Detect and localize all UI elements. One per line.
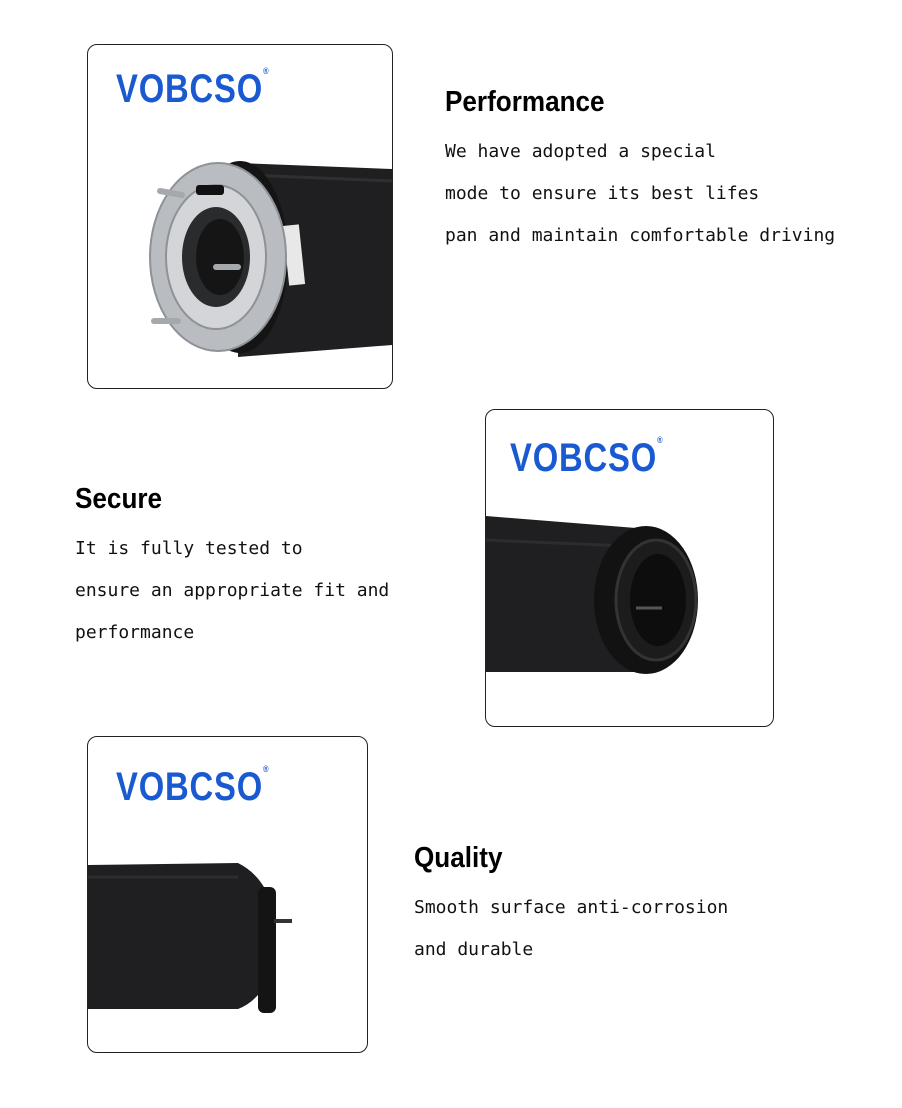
product-image-card-performance (87, 44, 393, 389)
section-description-performance (445, 131, 835, 257)
description-line: ensure an appropriate fit and (75, 580, 390, 601)
brand-logo: VOBCSO® (510, 435, 663, 480)
description-line: performance (75, 622, 195, 643)
description-line: mode to ensure its best lifes (445, 183, 760, 204)
section-title-performance: Performance (445, 86, 605, 118)
brand-logo: VOBCSO® (116, 764, 269, 809)
brand-logo: VOBCSO® (116, 66, 269, 111)
air-spring-side-view-icon (88, 737, 367, 1052)
air-spring-top-mount-icon (88, 45, 392, 388)
description-line: pan and maintain comfortable driving (445, 225, 836, 246)
product-image-card-secure (485, 409, 774, 727)
section-description-quality (414, 887, 728, 971)
description-line: Smooth surface anti-corrosion (414, 897, 729, 918)
section-title-secure: Secure (75, 483, 163, 515)
description-line: We have adopted a special (445, 141, 716, 162)
section-description-secure (75, 528, 389, 654)
description-line: It is fully tested to (75, 538, 303, 559)
product-image-card-quality (87, 736, 368, 1053)
air-spring-bellow-end-icon (486, 410, 773, 726)
section-title-quality: Quality (414, 842, 503, 874)
description-line: and durable (414, 939, 534, 960)
